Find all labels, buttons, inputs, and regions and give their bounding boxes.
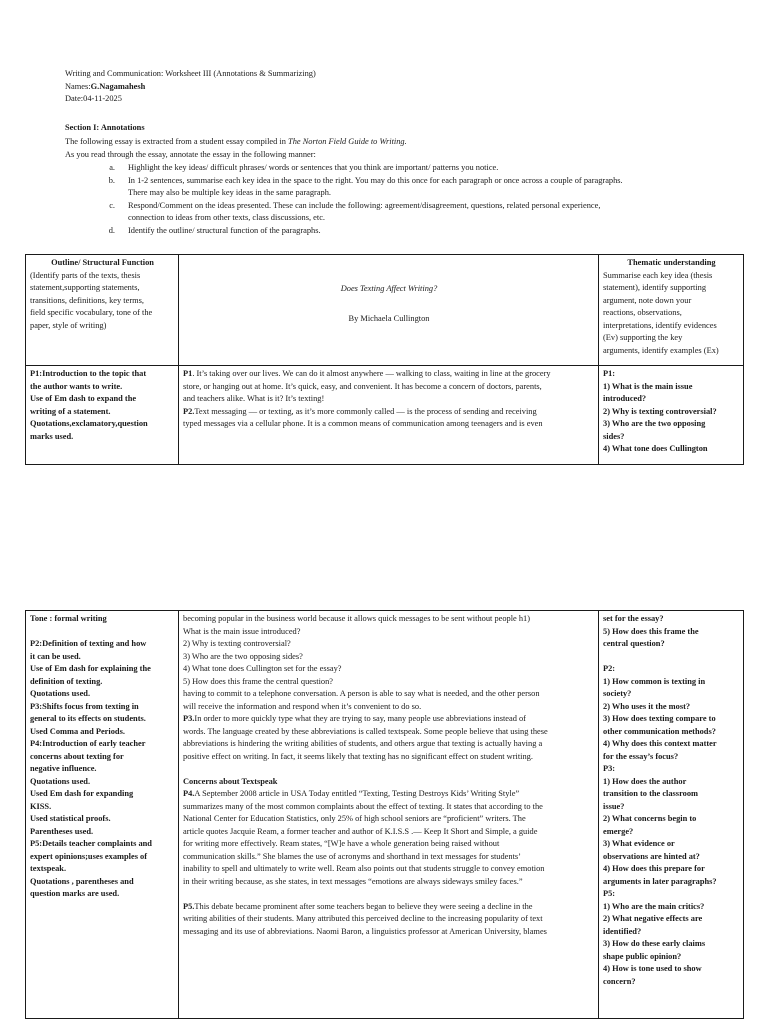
instruction-steps [65,162,725,237]
essay-line: having to commit to a telephone conversation. A person is able to say what is needed, and the other person [183,689,540,698]
thematic-question-line: issue? [603,801,625,811]
thematic-question-line: emerge? [603,826,634,836]
thematic-question-line: 4) What tone does Cullington [603,444,708,453]
thematic-question-line: observations are hinted at? [603,851,700,861]
outline-note-line: Use of Em dash to expand the [30,394,137,403]
thematic-question-line: 1) How common is texting in [603,676,706,686]
p2-label: P2. [183,406,195,416]
header-line: interpretations, identify evidences [603,320,717,330]
essay-continuation [183,613,595,713]
step-text: In 1-2 sentences, summarise each key idea in the space to the right. You may do this once for each paragraph or once across a couple of paragraphs. There may also be multiple key ideas in the same paragraph. [128,175,623,197]
outline-note-line: question marks are used. [30,889,120,898]
document-header [65,68,725,106]
thematic-question-line: other communication methods? [603,726,716,736]
thematic-question-line: society? [603,689,632,698]
thematic-question-line: 3) What evidence or [603,839,675,848]
essay-line: 5) How does this frame the central question? [183,676,334,686]
step-label: a. [109,163,115,172]
header-line: field specific vocabulary, tone of the [30,308,153,317]
outline-note-line: Used Em dash for expanding [30,789,134,798]
thematic-notes-cell [599,611,744,1019]
outline-note-line: P5:Details teacher complaints and [30,839,152,848]
table-header-row [26,255,744,366]
header-line: (Ev) supporting the key [603,333,683,342]
instruction-step [65,175,725,200]
outline-note-line: Quotations , parentheses and [30,876,134,886]
thematic-question-line: 4) How is tone used to show [603,964,702,973]
essay-text-cell [179,611,599,1019]
header-line: arguments, identify examples (Ex) [603,345,719,355]
thematic-question-line: P2: [603,664,616,673]
outline-note-line: P4:Introduction of early teacher [30,739,146,748]
outline-note-line [30,626,175,639]
thematic-question-line: for the essay’s focus? [603,751,679,761]
thematic-question-line: P1: [603,369,616,378]
essay-title: Does Texting Affect Writing? [340,284,438,293]
thematic-question-line: shape public opinion? [603,951,682,961]
p2-text: Text messaging — or texting, as it’s more commonly called — is the process of sending and receiving typed messages via a cellular phone. It is a common means of communication among teenagers and is even [183,406,543,428]
name-label: Names: [65,81,91,91]
outline-note-line: general to its effects on students. [30,714,146,723]
thematic-question-line: concern? [603,976,636,986]
outline-note-line: Use of Em dash for explaining the [30,664,151,673]
paragraph-p1 [183,368,595,406]
paragraph-p5 [183,901,595,939]
thematic-question-line: 4) How does this prepare for [603,864,705,873]
outline-note-line: Quotations used. [30,689,91,698]
thematic-question-line: 2) Why is texting controversial? [603,406,717,416]
essay-line: 4) What tone does Cullington set for the essay? [183,664,342,673]
outline-note-line: Tone : formal writing [30,614,107,623]
thematic-question-line: transition to the classroom [603,789,698,798]
thematic-question-line [603,651,740,664]
section-title: Section I: Annotations [65,123,145,132]
thematic-question-line: P5: [603,889,616,898]
header-line: Summarise each key idea (thesis [603,270,713,280]
thematic-header-cell [599,255,744,366]
instruction-step [65,225,725,238]
essay-line: 3) Who are the two opposing sides? [183,651,303,661]
intro-line-2: As you read through the essay, annotate the essay in the following manner: [65,149,316,159]
thematic-header-description [603,270,740,358]
thematic-question-line: introduced? [603,394,647,403]
instruction-step [65,162,725,175]
outline-note-line: negative influence. [30,764,97,773]
p3-label: P3. [183,714,195,723]
step-label: c. [109,200,115,210]
paragraph-p4 [183,788,595,888]
thematic-question-line: 3) How do these early claims [603,939,706,948]
section-intro [65,136,725,161]
outline-header-description [30,270,175,333]
essay-header-cell [179,255,599,366]
annotation-table-2 [25,610,744,1019]
paragraph-p2 [183,406,595,431]
thematic-question-line: 2) What negative effects are [603,914,703,923]
essay-line: 2) Why is texting controversial? [183,639,291,648]
outline-note-line: Quotations used. [30,776,91,786]
outline-note-line: P3:Shifts focus from texting in [30,701,139,711]
step-text: Identify the outline/ structural function of the paragraphs. [128,225,321,235]
outline-note-line: P1:Introduction to the topic that [30,369,147,378]
step-text: Highlight the key ideas/ difficult phrases/ words or sentences that you think are important/ patterns you notice. [128,163,499,172]
essay-subheading: Concerns about Textspeak [183,776,278,786]
essay-line: becoming popular in the business world because it allows quick messages to be sent without people h1) [183,614,531,623]
header-line: statement,supporting statements, [30,283,140,292]
essay-author: By Michaela Cullington [348,313,430,323]
outline-note-line: Parentheses used. [30,826,94,836]
p4-label: P4. [183,789,195,798]
header-line: transitions, definitions, key terms, [30,295,144,305]
header-line: paper, style of writing) [30,320,107,330]
name-value: G.Nagamahesh [90,81,146,91]
thematic-question-line: 5) How does this frame the [603,626,699,636]
table-row [26,366,744,465]
header-line: argument, note down your [603,295,692,305]
thematic-question-line: 3) Who are the two opposing [603,419,706,428]
paragraph-p3 [183,713,595,763]
header-line: (Identify parts of the texts, thesis [30,270,141,280]
p5-text: This debate became prominent after some teachers began to believe they were seeing a decline in the writing abilities of their students. Many attributed this perceived decline to the increasing popularity of text messaging and its use of abbreviations. Naomi Baron, a linguistics professor at American University, blames [183,901,547,936]
intro-line-1 [65,136,725,149]
step-label: b. [108,175,115,185]
outline-header-title: Outline/ Structural Function [51,258,154,267]
outline-note-line: KISS. [30,801,52,811]
p1-label: P1 [183,369,193,378]
worksheet-title: Writing and Communication: Worksheet III (Annotations & Summarizing) [65,69,316,78]
thematic-question-line: arguments in later paragraphs? [603,876,717,886]
outline-note-line: textspeak. [30,864,67,873]
table-row [26,611,744,1019]
thematic-question-line: 1) Who are the main critics? [603,901,705,911]
thematic-header-title: Thematic understanding [627,258,716,267]
header-line: reactions, observations, [603,308,682,317]
worksheet-date: Date:04-11-2025 [65,94,122,103]
outline-note-line: definition of texting. [30,676,103,686]
thematic-question-line: 2) Who uses it the most? [603,701,691,711]
outline-note-line: Quotations,exclamatory,question [30,419,148,428]
annotation-table-1 [25,254,744,465]
thematic-question-line: 4) Why does this context matter [603,739,717,748]
thematic-notes-cell [599,366,744,465]
outline-note-line: P2:Definition of texting and how [30,639,147,648]
outline-note-line: marks used. [30,431,74,441]
outline-note-line: the author wants to write. [30,381,123,391]
essay-text-cell [179,366,599,465]
thematic-question-line: 2) What concerns begin to [603,814,697,823]
outline-note-line: it can be used. [30,651,81,661]
essay-line: What is the main issue introduced? [183,626,301,636]
thematic-question-line: identified? [603,926,642,936]
thematic-question-line: 1) What is the main issue [603,381,693,391]
thematic-question-line: P3: [603,764,616,773]
p3-text: In order to more quickly type what they are trying to say, many people use abbreviations instead of words. The language created by these abbreviations is called textspeak. Some people believe that using these abbreviations is hindering the writing abilities of students, and others argue that texting is actually having a positive effect on writing. In fact, it seems likely that texting has no significant effect on student writing. [183,714,548,761]
thematic-question-line: set for the essay? [603,614,664,623]
p4-text: A September 2008 article in USA Today entitled “Texting, Testing Destroys Kids’ Writing Style” summarizes many of the most common complaints about the effect of texting. It states that according to the National Center for Education Statistics, only 25% of high school seniors are “proficient” writers. The article quotes Jacquie Ream, a former teacher and author of K.I.S.S .— Keep It Short and Simple, a guide for writing more effectively. Ream states, “[W]e have a whole generation being raised without communication skills.” She blames the use of acronyms and shorthand in text messages for students’ inability to spell and ultimately to write well. Ream also points out that students struggle to convey emotion in their writing because, as she states, in text messages “emotions are always sideways smiley faces.” [183,789,545,886]
header-line: statement), identify supporting [603,283,707,292]
intro-text: The following essay is extracted from a student essay compiled in [65,137,289,146]
outline-header-cell [26,255,179,366]
outline-note-line: concerns about texting for [30,751,124,761]
outline-notes-cell [26,611,179,1019]
outline-notes-cell [26,366,179,465]
outline-note-line: Used statistical proofs. [30,814,111,823]
instruction-step [65,200,725,225]
thematic-question-line: 3) How does texting compare to [603,714,716,723]
step-text: Respond/Comment on the ideas presented. These can include the following: agreement/disagreement, questions, related personal experience, connection to ideas from other texts, class discussions, etc. [128,200,601,222]
student-name [65,81,725,94]
thematic-question-line: 1) How does the author [603,776,687,786]
essay-line: will receive the information and respond when it’s convenient to do so. [183,701,422,711]
thematic-question-line: central question? [603,639,665,648]
step-label: d. [108,225,115,235]
p5-label: P5. [183,901,195,911]
p1-text: . It’s taking over our lives. We can do it almost anywhere — walking to class, waiting in line at the grocery store, or hanging out at home. It’s quick, easy, and convenient. It has become a concern of doctors, parents, and teachers alike. What is it? It’s texting! [183,369,551,403]
thematic-question-line: sides? [603,431,625,441]
intro-source: The Norton Field Guide to Writing. [288,137,407,146]
outline-note-line: expert opinions;uses examples of [30,851,148,861]
outline-note-line: Used Comma and Periods. [30,726,125,736]
outline-note-line: writing of a statement. [30,406,111,416]
